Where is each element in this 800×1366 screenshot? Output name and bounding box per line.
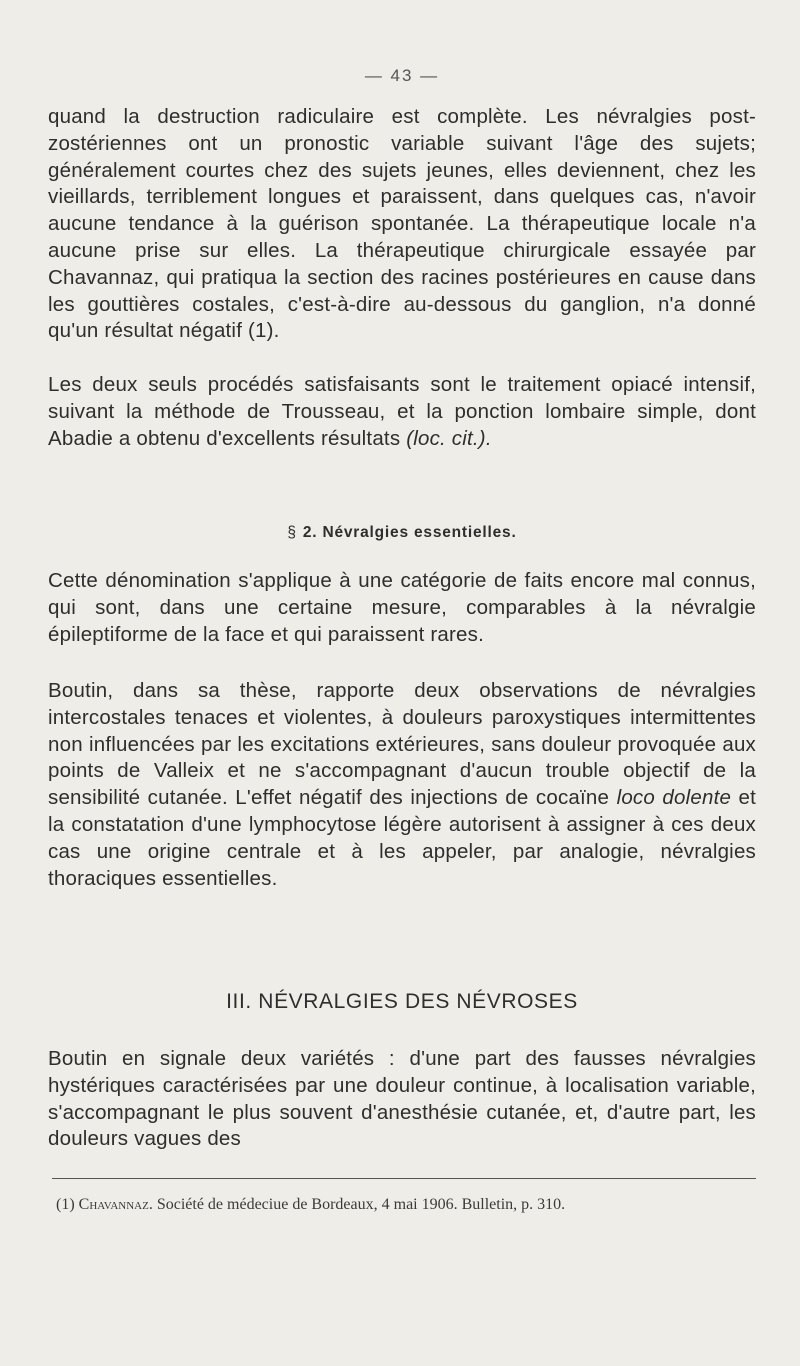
chapter-heading: III. NÉVRALGIES DES NÉVROSES: [226, 990, 578, 1013]
paragraph-2-citation: (loc. cit.).: [406, 426, 492, 450]
footnote: [48, 1196, 756, 1214]
paragraph-1: [48, 104, 756, 345]
section-symbol: §: [287, 524, 297, 541]
paragraph-2-body: Les deux seuls procédés satisfaisants sont le traitement opiacé intensif, suivant la méthode de Trousseau, et la ponction lombaire simple, dont Abadie a obtenu d'excellents résultats: [48, 373, 756, 450]
paragraph-2: [48, 372, 756, 452]
page-number: — 43 —: [364, 66, 440, 85]
paragraph-4-latin: loco dolente: [616, 786, 732, 810]
paragraph-4-body-b: et la constatation d'une lymphocytose légère autorisent à assigner à ces deux cas une origine centrale et à les appeler, par analogie, névralgies thoraciques essentielles.: [48, 786, 757, 890]
footnote-divider: [52, 1178, 756, 1179]
paragraph-3: [48, 568, 756, 648]
paragraph-4: [48, 678, 756, 892]
section-title: 2. Névralgies essentielles.: [302, 524, 517, 541]
section-heading: [48, 524, 756, 542]
footnote-number: (1): [56, 1196, 75, 1213]
paragraph-5-text: Boutin en signale deux variétés : d'une part des fausses névralgies hystériques caractérisées par une douleur continue, à localisation variable, s'accompagnant le plus souvent d'anesthésie cutanée, et, d'autre part, les douleurs vagues des: [48, 1047, 756, 1151]
paragraph-4-text: [48, 678, 756, 892]
paragraph-5: [48, 1046, 756, 1153]
paragraph-2-text: [48, 372, 756, 452]
paragraph-3-text: Cette dénomination s'applique à une catégorie de faits encore mal connus, qui sont, dans une certaine mesure, comparables à la névralgie épileptiforme de la face et qui paraissent rares.: [48, 569, 756, 646]
paragraph-1-text: quand la destruction radiculaire est complète. Les névralgies post-zostériennes ont un pronostic variable suivant l'âge des sujets; généralement courtes chez des sujets jeunes, elles deviennent, chez les vieillards, terriblement longues et paraissent, dans quelques cas, n'avoir aucune tendance à la guérison spontanée. La thérapeutique locale n'a aucune prise sur elles. La thérapeutique chirurgicale essayée par Chavannaz, qui pratiqua la section des racines postérieures en cause dans les gouttières costales, c'est-à-dire au-dessous du ganglion, n'a donné qu'un résultat négatif (1).: [48, 105, 756, 343]
footnote-text: Société de médeciue de Bordeaux, 4 mai 1906. Bulletin, p. 310.: [156, 1196, 566, 1213]
paragraph-4-body-a: Boutin, dans sa thèse, rapporte deux observations de névralgies intercostales tenaces et violentes, à douleurs paroxystiques intermittentes non influencées par les excitations extérieures, sans douleur provoquée aux points de Valleix et ne s'accompagnant d'aucun trouble objectif de la sensibilité cutanée. L'effet négatif des injections de cocaïne: [48, 679, 756, 810]
footnote-author: Chavannaz.: [78, 1196, 153, 1213]
